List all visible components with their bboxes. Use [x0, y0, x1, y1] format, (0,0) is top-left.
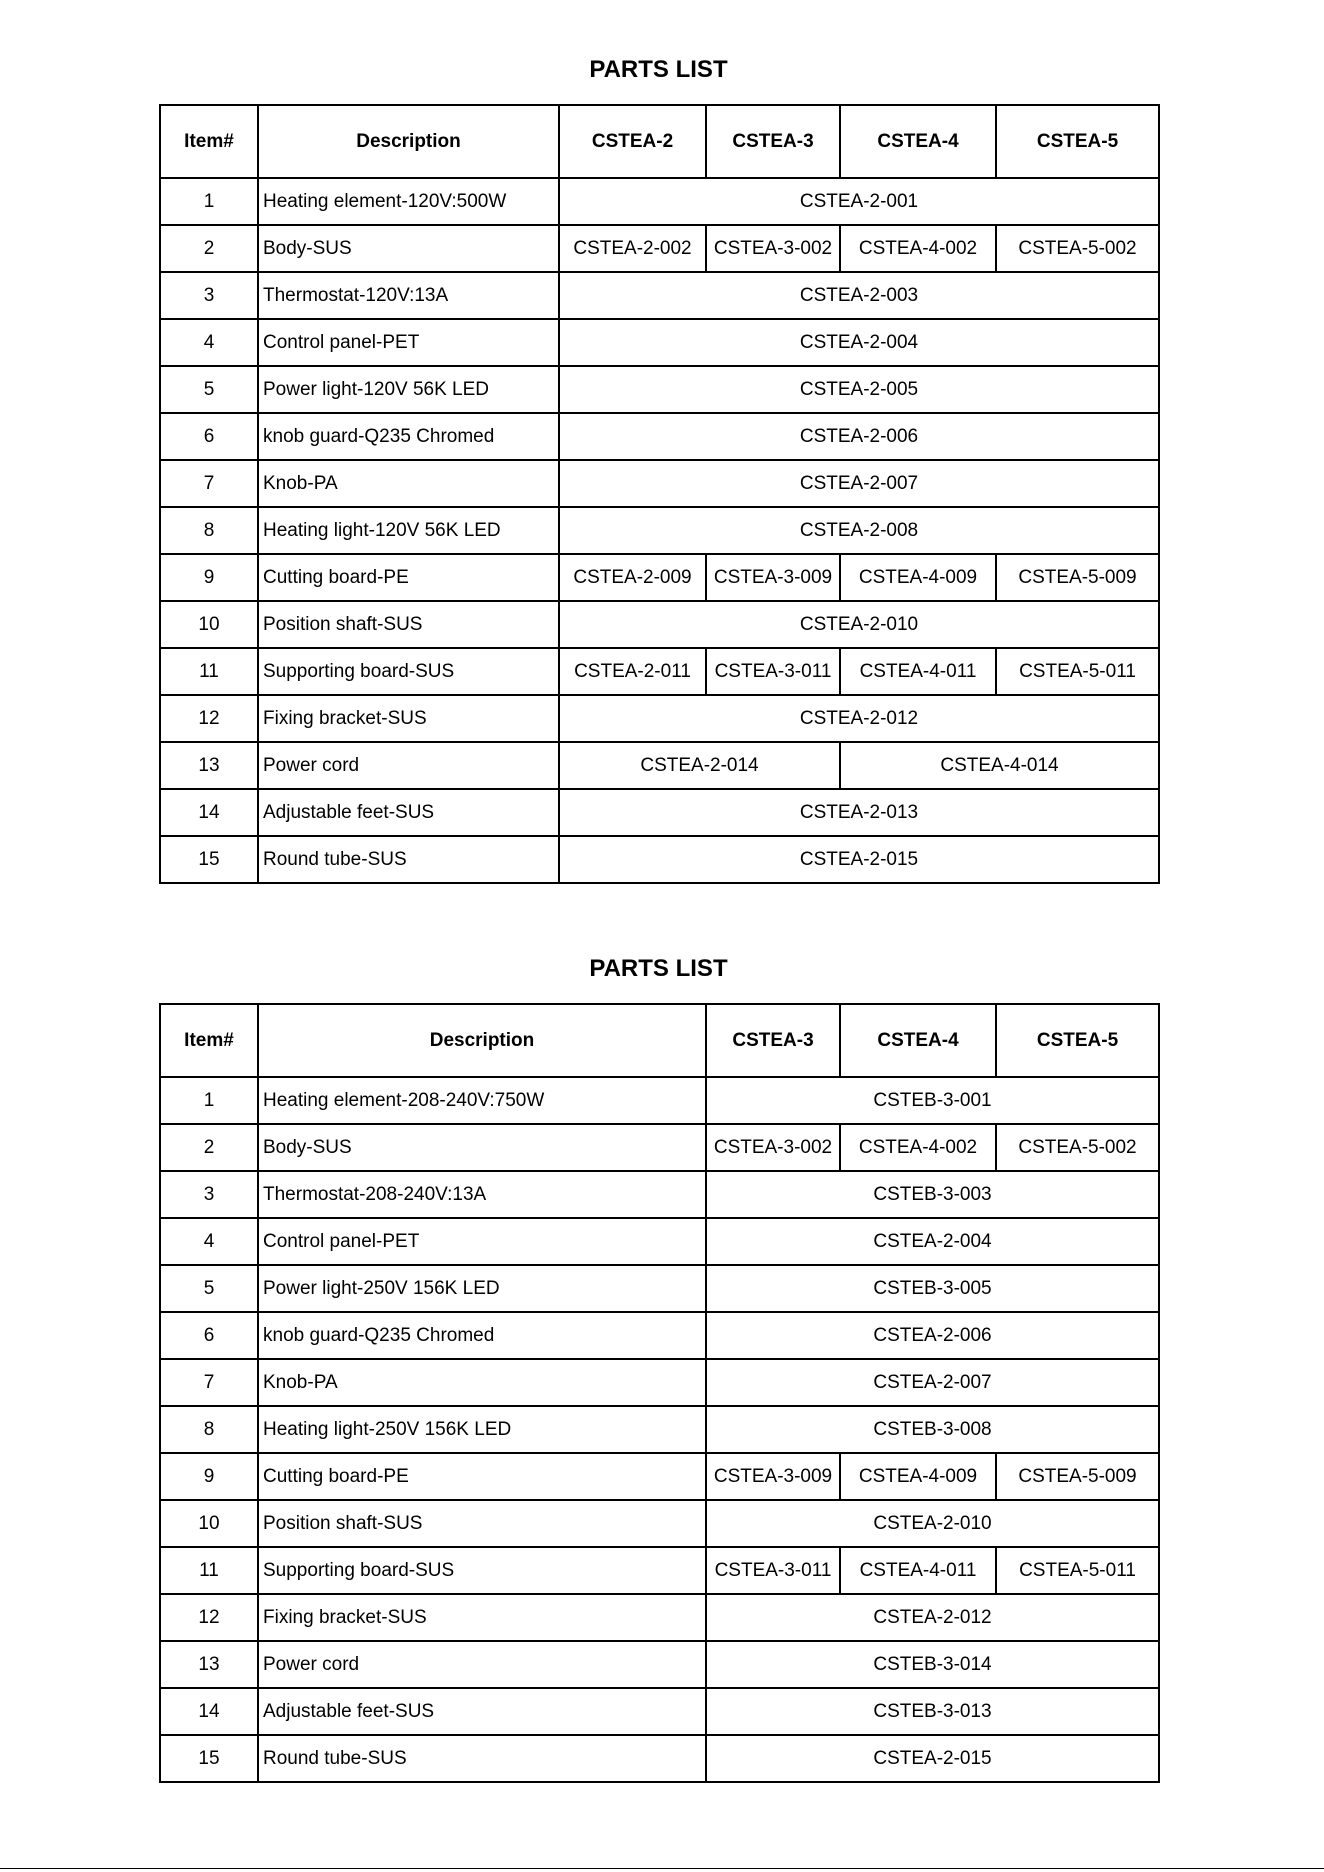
parts-table-1	[159, 104, 1160, 884]
item-number: 14	[160, 789, 258, 836]
part-number: CSTEA-2-008	[559, 507, 1159, 554]
item-number: 1	[160, 1077, 258, 1124]
item-number: 3	[160, 272, 258, 319]
part-number: CSTEA-3-009	[706, 554, 840, 601]
part-description: Round tube-SUS	[258, 1735, 706, 1782]
part-number: CSTEA-3-002	[706, 1124, 840, 1171]
part-number: CSTEB-3-008	[706, 1406, 1159, 1453]
table-row	[160, 1124, 1159, 1171]
table-row	[160, 460, 1159, 507]
table-row	[160, 225, 1159, 272]
item-number: 5	[160, 1265, 258, 1312]
item-number: 7	[160, 1359, 258, 1406]
column-header: CSTEA-2	[559, 105, 706, 178]
part-number: CSTEA-4-009	[840, 554, 996, 601]
part-number: CSTEA-2-014	[559, 742, 840, 789]
parts-list-title-1: PARTS LIST	[589, 56, 728, 83]
column-header: Item#	[160, 1004, 258, 1077]
part-description: knob guard-Q235 Chromed	[258, 1312, 706, 1359]
item-number: 10	[160, 601, 258, 648]
part-description: Cutting board-PE	[258, 1453, 706, 1500]
table-row	[160, 789, 1159, 836]
part-description: Power cord	[258, 1641, 706, 1688]
part-number: CSTEA-2-005	[559, 366, 1159, 413]
table-row	[160, 413, 1159, 460]
part-number: CSTEA-4-011	[840, 648, 996, 695]
part-number: CSTEA-4-002	[840, 225, 996, 272]
part-number: CSTEA-2-007	[559, 460, 1159, 507]
item-number: 2	[160, 225, 258, 272]
part-description: Position shaft-SUS	[258, 601, 559, 648]
part-number: CSTEA-2-015	[559, 836, 1159, 883]
item-number: 15	[160, 836, 258, 883]
part-number: CSTEA-3-009	[706, 1453, 840, 1500]
part-number: CSTEA-4-009	[840, 1453, 996, 1500]
item-number: 5	[160, 366, 258, 413]
table-row	[160, 554, 1159, 601]
part-number: CSTEB-3-014	[706, 1641, 1159, 1688]
item-number: 12	[160, 1594, 258, 1641]
part-description: Supporting board-SUS	[258, 648, 559, 695]
part-description: Thermostat-208-240V:13A	[258, 1171, 706, 1218]
part-number: CSTEB-3-013	[706, 1688, 1159, 1735]
item-number: 15	[160, 1735, 258, 1782]
table-row	[160, 1641, 1159, 1688]
item-number: 6	[160, 1312, 258, 1359]
part-description: Body-SUS	[258, 225, 559, 272]
item-number: 10	[160, 1500, 258, 1547]
part-description: Control panel-PET	[258, 319, 559, 366]
part-number: CSTEA-2-004	[559, 319, 1159, 366]
table-row	[160, 1688, 1159, 1735]
part-description: Fixing bracket-SUS	[258, 695, 559, 742]
table-row	[160, 1453, 1159, 1500]
part-description: Heating element-208-240V:750W	[258, 1077, 706, 1124]
table-row	[160, 648, 1159, 695]
item-number: 2	[160, 1124, 258, 1171]
part-description: Control panel-PET	[258, 1218, 706, 1265]
part-number: CSTEB-3-005	[706, 1265, 1159, 1312]
column-header: CSTEA-4	[840, 1004, 996, 1077]
part-number: CSTEA-2-003	[559, 272, 1159, 319]
parts-list-title-2: PARTS LIST	[589, 955, 728, 982]
item-number: 4	[160, 1218, 258, 1265]
part-description: Fixing bracket-SUS	[258, 1594, 706, 1641]
part-number: CSTEA-5-002	[996, 225, 1159, 272]
part-number: CSTEA-2-007	[706, 1359, 1159, 1406]
part-number: CSTEA-5-011	[996, 1547, 1159, 1594]
table-row	[160, 1171, 1159, 1218]
column-header: Item#	[160, 105, 258, 178]
item-number: 8	[160, 507, 258, 554]
part-number: CSTEA-2-010	[559, 601, 1159, 648]
table-row	[160, 1735, 1159, 1782]
part-number: CSTEA-4-002	[840, 1124, 996, 1171]
table-row	[160, 507, 1159, 554]
part-description: Knob-PA	[258, 1359, 706, 1406]
part-description: Thermostat-120V:13A	[258, 272, 559, 319]
column-header: CSTEA-5	[996, 105, 1159, 178]
item-number: 3	[160, 1171, 258, 1218]
part-number: CSTEA-2-013	[559, 789, 1159, 836]
table-row	[160, 1312, 1159, 1359]
part-number: CSTEA-4-014	[840, 742, 1159, 789]
table-row	[160, 836, 1159, 883]
table-row	[160, 1406, 1159, 1453]
part-description: Power light-120V 56K LED	[258, 366, 559, 413]
table-row	[160, 272, 1159, 319]
column-header: Description	[258, 1004, 706, 1077]
part-number: CSTEA-2-010	[706, 1500, 1159, 1547]
table-row	[160, 695, 1159, 742]
part-number: CSTEA-3-011	[706, 1547, 840, 1594]
part-number: CSTEA-2-006	[559, 413, 1159, 460]
part-number: CSTEA-3-011	[706, 648, 840, 695]
item-number: 13	[160, 742, 258, 789]
part-description: Supporting board-SUS	[258, 1547, 706, 1594]
part-description: Adjustable feet-SUS	[258, 789, 559, 836]
table-row	[160, 1359, 1159, 1406]
table-row	[160, 319, 1159, 366]
part-number: CSTEA-2-004	[706, 1218, 1159, 1265]
part-number: CSTEA-2-006	[706, 1312, 1159, 1359]
part-number: CSTEA-5-009	[996, 554, 1159, 601]
table-row	[160, 1547, 1159, 1594]
part-number: CSTEA-2-009	[559, 554, 706, 601]
part-description: Heating element-120V:500W	[258, 178, 559, 225]
item-number: 1	[160, 178, 258, 225]
part-number: CSTEB-3-001	[706, 1077, 1159, 1124]
item-number: 9	[160, 1453, 258, 1500]
table-row	[160, 601, 1159, 648]
table-row	[160, 1500, 1159, 1547]
part-number: CSTEA-2-015	[706, 1735, 1159, 1782]
item-number: 6	[160, 413, 258, 460]
table-row	[160, 1594, 1159, 1641]
part-description: Heating light-120V 56K LED	[258, 507, 559, 554]
part-description: Cutting board-PE	[258, 554, 559, 601]
page-bottom-rule	[0, 1868, 1324, 1869]
part-number: CSTEB-3-003	[706, 1171, 1159, 1218]
column-header: CSTEA-3	[706, 105, 840, 178]
column-header: CSTEA-4	[840, 105, 996, 178]
table-row	[160, 742, 1159, 789]
column-header: CSTEA-3	[706, 1004, 840, 1077]
part-number: CSTEA-2-011	[559, 648, 706, 695]
item-number: 12	[160, 695, 258, 742]
table-row	[160, 1077, 1159, 1124]
part-number: CSTEA-2-012	[706, 1594, 1159, 1641]
item-number: 11	[160, 1547, 258, 1594]
part-description: Knob-PA	[258, 460, 559, 507]
part-number: CSTEA-2-002	[559, 225, 706, 272]
item-number: 7	[160, 460, 258, 507]
part-number: CSTEA-2-001	[559, 178, 1159, 225]
part-number: CSTEA-5-002	[996, 1124, 1159, 1171]
item-number: 4	[160, 319, 258, 366]
part-number: CSTEA-5-011	[996, 648, 1159, 695]
item-number: 13	[160, 1641, 258, 1688]
header-row	[160, 1004, 1159, 1077]
item-number: 14	[160, 1688, 258, 1735]
part-description: Adjustable feet-SUS	[258, 1688, 706, 1735]
parts-table-2	[159, 1003, 1160, 1783]
item-number: 9	[160, 554, 258, 601]
part-number: CSTEA-2-012	[559, 695, 1159, 742]
part-description: Round tube-SUS	[258, 836, 559, 883]
item-number: 11	[160, 648, 258, 695]
table-row	[160, 178, 1159, 225]
part-description: Position shaft-SUS	[258, 1500, 706, 1547]
header-row	[160, 105, 1159, 178]
part-description: Body-SUS	[258, 1124, 706, 1171]
part-number: CSTEA-4-011	[840, 1547, 996, 1594]
part-description: Heating light-250V 156K LED	[258, 1406, 706, 1453]
column-header: CSTEA-5	[996, 1004, 1159, 1077]
table-row	[160, 1265, 1159, 1312]
part-description: Power light-250V 156K LED	[258, 1265, 706, 1312]
table-row	[160, 1218, 1159, 1265]
item-number: 8	[160, 1406, 258, 1453]
part-number: CSTEA-5-009	[996, 1453, 1159, 1500]
table-row	[160, 366, 1159, 413]
column-header: Description	[258, 105, 559, 178]
part-number: CSTEA-3-002	[706, 225, 840, 272]
part-description: knob guard-Q235 Chromed	[258, 413, 559, 460]
part-description: Power cord	[258, 742, 559, 789]
